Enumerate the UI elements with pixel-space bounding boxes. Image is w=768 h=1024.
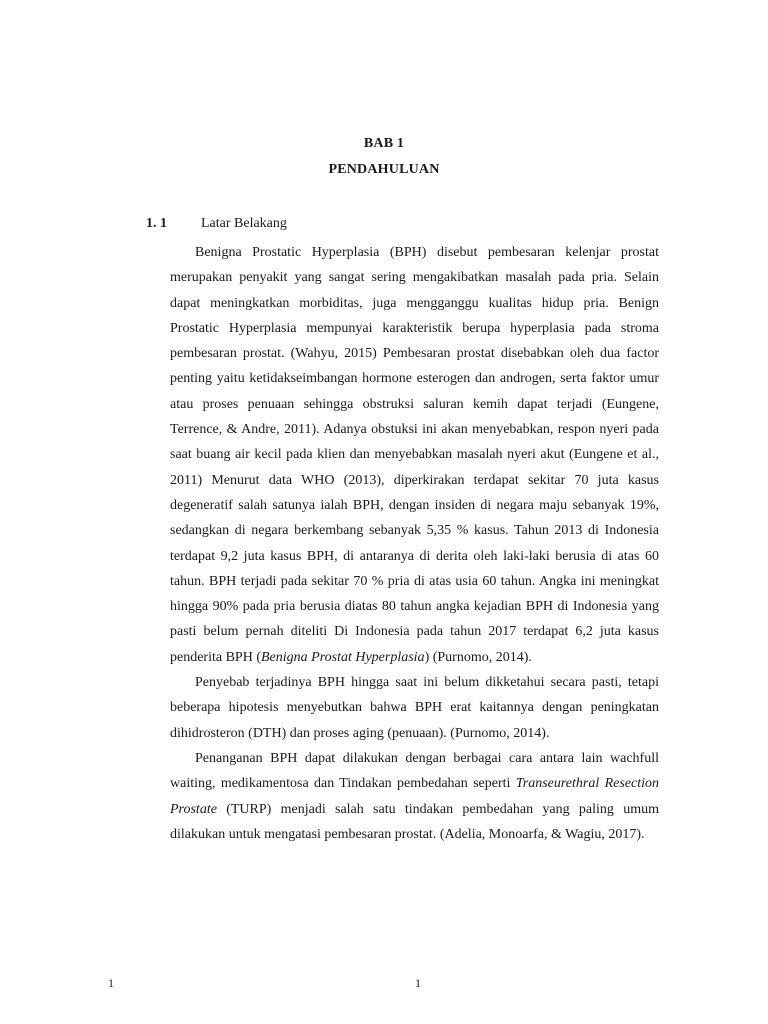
section-title: Latar Belakang: [201, 216, 287, 231]
paragraph-1: [170, 240, 659, 670]
paragraph-3-text-end: (TURP) menjadi salah satu tindakan pembedahan yang paling umum dilakukan untuk mengatasi pembesaran prostat. (Adelia, Monoarfa, & Wagiu, 2017).: [170, 801, 659, 842]
paragraph-3: [170, 746, 659, 847]
paragraph-3-text: Penanganan BPH dapat dilakukan dengan berbagai cara antara lain wachfull waiting, medikamentosa dan Tindakan pembedahan seperti: [170, 750, 659, 792]
page-number-left: 1: [108, 976, 114, 990]
section-number: 1. 1: [146, 216, 167, 231]
body-text: [170, 240, 659, 847]
page-number-center: 1: [415, 976, 421, 990]
paragraph-1-text: Benigna Prostatic Hyperplasia (BPH) disebut pembesaran kelenjar prostat merupakan penyakit yang sangat sering mengakibatkan masalah pada pria. Selain dapat meningkatkan morbiditas, juga mengganggu kualitas hidup pria. Benign Prostatic Hyperplasia mempunyai karakteristik berupa hyperplasia pada stroma pembesaran prostat. (Wahyu, 2015) Pembesaran prostat disebabkan oleh dua factor penting yaitu ketidakseimbangan hormone esterogen dan androgen, serta faktor umur atau proses penuaan sehingga obstruksi saluran kemih dapat terjadi (Eungene, Terrence, & Andre, 2011). Adanya obstuksi ini akan menyebabkan, respon nyeri pada saat buang air kecil pada klien dan menyebabkan masalah nyeri akut (Eungene et al., 2011) Menurut data WHO (2013), diperkirakan terdapat sekitar 70 juta kasus degeneratif salah satunya ialah BPH, dengan insiden di negara maju sebanyak 19%, sedangkan di negara berkembang sebanyak 5,35 % kasus. Tahun 2013 di Indonesia terdapat 9,2 juta kasus BPH, di antaranya di derita oleh laki-laki berusia di atas 60 tahun. BPH terjadi pada sekitar 70 % pria di atas usia 60 tahun. Angka ini meningkat hingga 90% pada pria berusia diatas 80 tahun angka kejadian BPH di Indonesia yang pasti belum pernah diteliti Di Indonesia pada tahun 2017 terdapat 6,2 juta kasus penderita BPH (: [170, 245, 659, 665]
chapter-number: BAB 1: [363, 136, 405, 151]
paragraph-1-citation: ) (Purnomo, 2014).: [424, 649, 532, 665]
chapter-title: PENDAHULUAN: [328, 162, 440, 177]
paragraph-2: Penyebab terjadinya BPH hingga saat ini belum dikketahui secara pasti, tetapi beberapa hipotesis menyebutkan bahwa BPH erat kaitannya dengan peningkatan dihidrosteron (DTH) dan proses aging (penuaan). (Purnomo, 2014).: [170, 675, 659, 741]
paragraph-1-italic-term: Benigna Prostat Hyperplasia: [260, 649, 425, 665]
paragraph-3-italic-term: Transeurethral Resection Prostate: [170, 776, 659, 817]
section-heading: [146, 216, 287, 232]
